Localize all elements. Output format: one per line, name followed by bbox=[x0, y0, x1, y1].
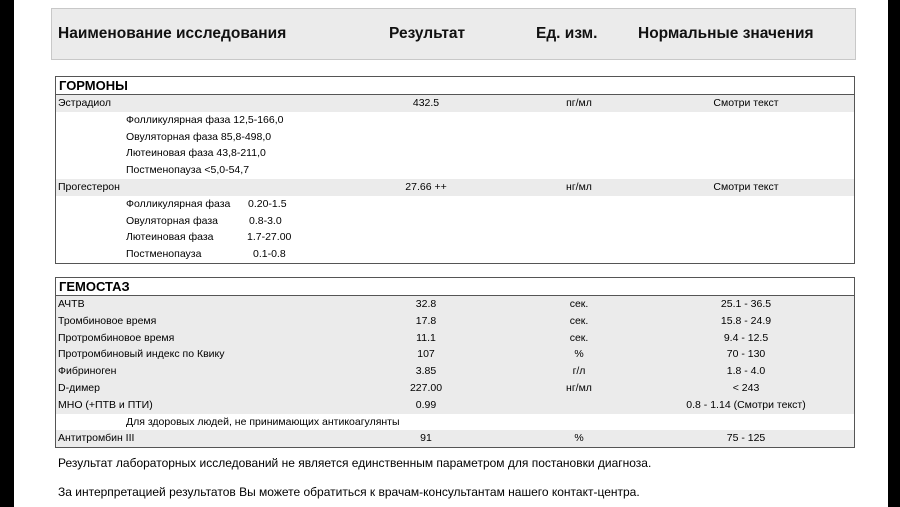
test-name: МНО (+ПТВ и ПТИ) bbox=[58, 398, 153, 411]
phase-range: 1.7-27.00 bbox=[247, 231, 292, 244]
table-row bbox=[56, 380, 854, 397]
test-norm: Смотри текст bbox=[713, 180, 779, 193]
table-row bbox=[56, 296, 854, 313]
test-norm: < 243 bbox=[732, 381, 760, 394]
note-row bbox=[56, 213, 854, 230]
test-norm: 70 - 130 bbox=[726, 348, 766, 361]
phase-range: 0.20-1.5 bbox=[248, 197, 287, 210]
table-row bbox=[56, 363, 854, 380]
footer-disclaimer: Результат лабораторных исследований не является единственным параметром для постановки диагноза. bbox=[58, 456, 652, 470]
table-header bbox=[51, 8, 856, 60]
note-row bbox=[56, 414, 854, 431]
test-norm: 9.4 - 12.5 bbox=[723, 331, 769, 344]
header-unit: Ед. изм. bbox=[536, 25, 598, 42]
test-name: Фибриноген bbox=[58, 365, 117, 378]
reference-note: Для здоровых людей, не принимающих антикоагулянты bbox=[126, 415, 400, 428]
header-norm: Нормальные значения bbox=[638, 25, 814, 42]
table-row bbox=[56, 397, 854, 414]
test-result: 32.8 bbox=[415, 298, 437, 310]
hormones-section bbox=[55, 76, 855, 264]
test-unit: г/л bbox=[572, 365, 586, 378]
reference-note: Постменопауза <5,0-54,7 bbox=[126, 164, 250, 177]
test-name: Протромбиновое время bbox=[58, 331, 175, 344]
test-unit: нг/мл bbox=[566, 381, 592, 394]
test-name: Эстрадиол bbox=[58, 97, 112, 109]
test-norm: 15.8 - 24.9 bbox=[720, 314, 772, 327]
test-norm: Смотри текст bbox=[713, 97, 779, 109]
test-result: 91 bbox=[420, 432, 432, 445]
note-row bbox=[56, 162, 854, 179]
test-unit: сек. bbox=[569, 298, 589, 310]
test-name: Антитромбин III bbox=[58, 432, 135, 445]
test-result: 432.5 bbox=[412, 97, 440, 109]
note-row bbox=[56, 145, 854, 162]
hormones-title: ГОРМОНЫ bbox=[56, 77, 854, 95]
note-row bbox=[56, 196, 854, 213]
test-norm: 75 - 125 bbox=[726, 432, 766, 445]
phase-label: Лютеиновая фаза bbox=[126, 231, 214, 244]
header-result: Результат bbox=[389, 25, 466, 42]
test-name: АЧТВ bbox=[58, 298, 85, 310]
phase-label: Постменопауза bbox=[126, 248, 202, 261]
test-result: 3.85 bbox=[415, 365, 437, 378]
test-unit: % bbox=[574, 348, 584, 361]
hemostasis-title: ГЕМОСТАЗ bbox=[56, 278, 854, 296]
footer-contact: За интерпретацией результатов Вы можете обратиться к врачам-консультантам нашего контакт-центра. bbox=[58, 485, 640, 499]
phase-label: Фолликулярная фаза bbox=[126, 197, 231, 210]
test-name: Прогестерон bbox=[58, 180, 120, 193]
hemostasis-rows bbox=[56, 296, 854, 447]
table-row-progesterone bbox=[56, 179, 854, 196]
note-row bbox=[56, 246, 854, 263]
table-row-estradiol bbox=[56, 95, 854, 112]
test-unit: пг/мл bbox=[566, 97, 592, 109]
note-row bbox=[56, 129, 854, 146]
table-row bbox=[56, 346, 854, 363]
test-name: Тромбиновое время bbox=[58, 314, 157, 327]
note-row bbox=[56, 229, 854, 246]
test-norm: 25.1 - 36.5 bbox=[720, 298, 772, 310]
table-row bbox=[56, 430, 854, 447]
test-unit: сек. bbox=[569, 331, 589, 344]
test-name: D-димер bbox=[58, 381, 100, 394]
phase-label: Овуляторная фаза bbox=[126, 214, 218, 227]
reference-note: Лютеиновая фаза 43,8-211,0 bbox=[126, 147, 266, 160]
test-norm: 1.8 - 4.0 bbox=[726, 365, 766, 378]
lab-report-page bbox=[14, 0, 888, 507]
test-name: Протромбиновый индекс по Квику bbox=[58, 348, 225, 361]
phase-range: 0.1-0.8 bbox=[253, 248, 286, 261]
test-result: 227.00 bbox=[409, 381, 443, 394]
test-norm: 0.8 - 1.14 (Смотри текст) bbox=[686, 398, 806, 411]
table-row bbox=[56, 313, 854, 330]
phase-range: 0.8-3.0 bbox=[249, 214, 282, 227]
reference-note: Фолликулярная фаза 12,5-166,0 bbox=[126, 113, 284, 126]
header-name: Наименование исследования bbox=[58, 25, 287, 42]
test-unit: сек. bbox=[569, 314, 589, 327]
note-row bbox=[56, 112, 854, 129]
test-unit: нг/мл bbox=[566, 180, 592, 193]
test-result: 107 bbox=[417, 348, 435, 361]
table-row bbox=[56, 330, 854, 347]
test-result: 11.1 bbox=[416, 331, 436, 344]
reference-note: Овуляторная фаза 85,8-498,0 bbox=[126, 130, 272, 143]
test-result: 0.99 bbox=[415, 398, 437, 411]
test-result: 27.66 ++ bbox=[405, 180, 447, 193]
test-result: 17.8 bbox=[415, 314, 437, 327]
hemostasis-section bbox=[55, 277, 855, 448]
test-unit: % bbox=[574, 432, 584, 445]
